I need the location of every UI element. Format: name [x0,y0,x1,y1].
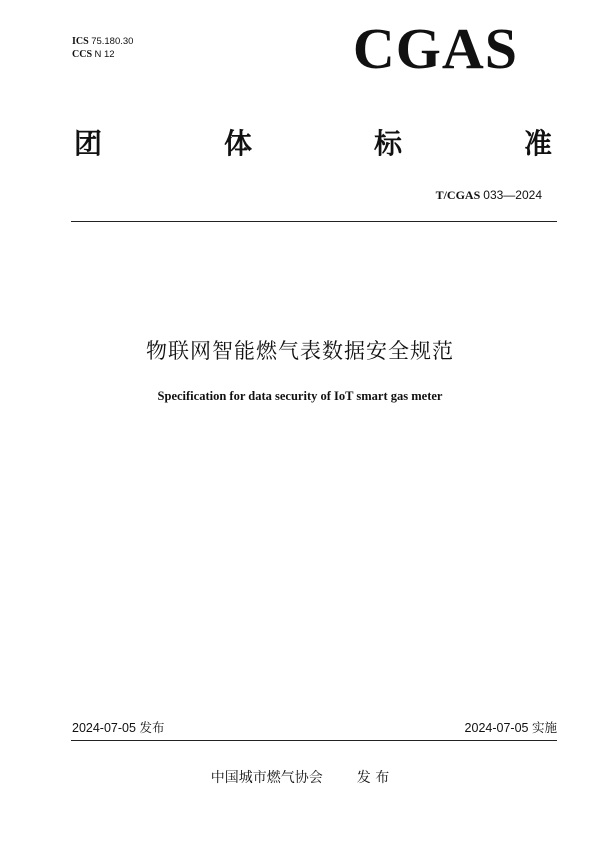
title-english: Specification for data security of IoT smart gas meter [157,389,443,403]
publisher-action: 发 布 [356,770,390,786]
publisher-line [0,768,600,788]
standard-type-heading [74,126,552,162]
publish-date-line [72,719,164,737]
title-chinese: 物联网智能燃气表数据安全规范 [146,339,454,363]
ics-code [72,35,133,48]
standard-year-number: 033—2024 [483,188,542,202]
standard-type-char: 标 [373,127,402,160]
cgas-logo: CGAS [352,16,518,81]
standard-number [436,187,542,203]
ccs-code [72,48,133,61]
ics-label: ICS [72,36,89,47]
classification-codes [72,35,133,61]
publish-label: 发布 [139,720,165,735]
publish-date: 2024-07-05 [72,721,136,735]
ccs-label: CCS [72,49,93,60]
standard-type-char: 团 [74,127,103,160]
header-divider [71,221,557,222]
standard-code: T/CGAS [435,188,481,202]
publisher-name: 中国城市燃气协会 [210,770,323,786]
implement-date-line [465,719,557,737]
implement-date: 2024-07-05 [464,721,529,735]
standard-type-char: 体 [223,127,252,160]
ics-value: 75.180.30 [91,36,134,47]
implement-label: 实施 [531,720,557,735]
footer-divider [71,740,557,741]
ccs-value: N 12 [94,49,115,60]
standard-type-char: 准 [523,127,552,160]
